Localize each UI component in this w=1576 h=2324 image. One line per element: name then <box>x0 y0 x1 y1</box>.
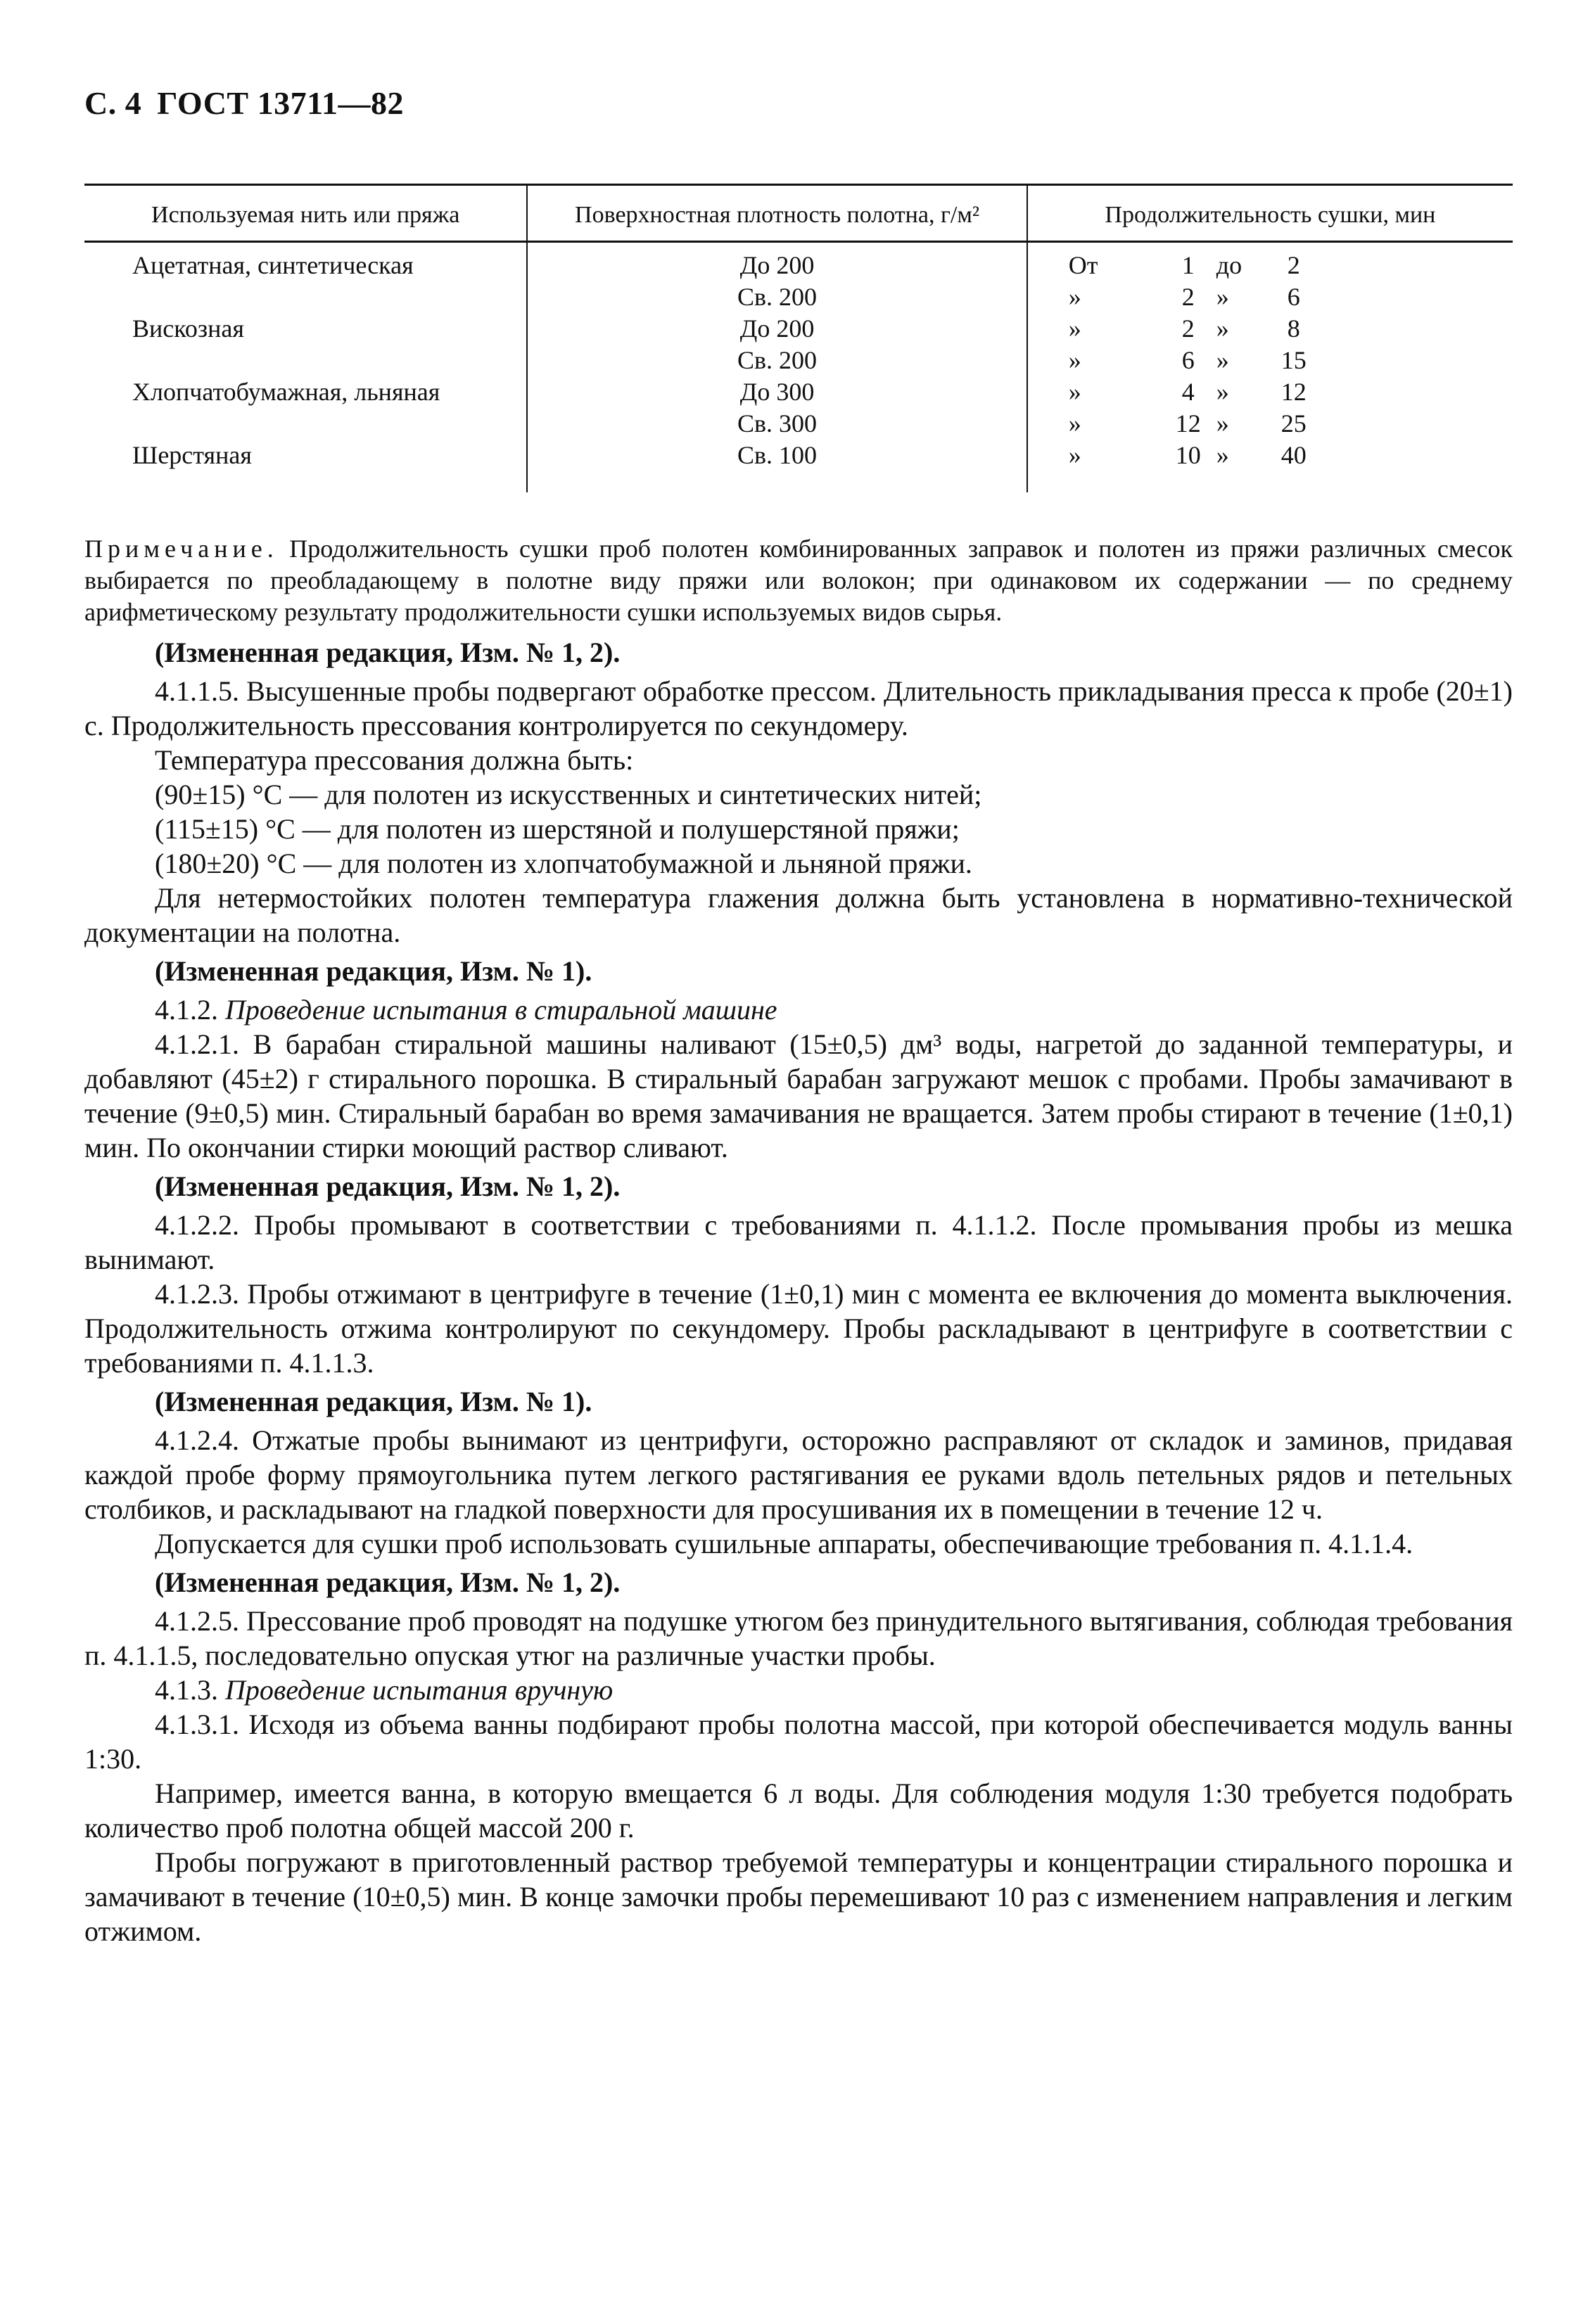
duration-prefix: » <box>1068 441 1081 469</box>
page-header <box>84 84 1513 122</box>
document-body <box>84 635 1513 1948</box>
density-value: До 200 <box>739 251 815 279</box>
yarn-column <box>84 242 527 493</box>
duration-prefix: » <box>1068 346 1081 374</box>
note-text: Продолжительность сушки проб полотен комбинированных заправок и полотен из пряжи различных смесок выбирается по преобладающему в полотне виду пряжи или волокон; при одинаковом их содержании — по среднему арифметическому результату продолжительности сушки используемых видов сырья. <box>84 535 1513 626</box>
duration-separator: » <box>1216 346 1229 374</box>
duration-prefix: » <box>1068 409 1081 438</box>
duration-column <box>1027 242 1513 493</box>
section-number: 4.1.2. <box>155 994 218 1026</box>
paragraph: Пробы погружают в приготовленный раствор требуемой температуры и концентрации стирального порошка и замачивают в течение (10±0,5) мин. В конце замочки пробы перемешивают 10 раз с изменением направления и легким отжимом. <box>84 1846 1513 1947</box>
duration-max: 40 <box>1280 441 1307 469</box>
section-title: Проведение испытания вручную <box>225 1674 614 1706</box>
paragraph: (90±15) °С — для полотен из искусственных и синтетических нитей; <box>155 779 982 810</box>
paragraph: Например, имеется ванна, в которую вмещается 6 л воды. Для соблюдения модуля 1:30 требуется подобрать количество проб полотна общей массой 200 г. <box>84 1777 1513 1844</box>
section-heading <box>84 1673 1513 1707</box>
yarn-type: Ацетатная, синтетическая <box>132 251 414 279</box>
header-density: Поверхностная плотность полотна, г/м² <box>527 185 1027 242</box>
duration-separator: до <box>1216 251 1243 279</box>
paragraph: (180±20) °С — для полотен из хлопчатобумажной и льняной пряжи. <box>155 848 972 879</box>
duration-max: 2 <box>1287 251 1300 279</box>
paragraph: 4.1.3.1. Исходя из объема ванны подбирают пробы полотна массой, при которой обеспечивается модуль ванны 1:30. <box>84 1709 1513 1775</box>
section-heading <box>84 992 1513 1027</box>
paragraph: 4.1.2.4. Отжатые пробы вынимают из центрифуги, осторожно расправляют от складок и заминов, придавая каждой пробе форму прямоугольника путем легкого растягивания ее руками вдоль петельных рядов и петельных столбиков, и раскладывают на гладкой поверхности для просушивания их в помещении в течение 12 ч. <box>84 1424 1513 1525</box>
table-body-row <box>84 242 1513 493</box>
page-number: С. 4 <box>84 85 142 121</box>
amendment-note: (Измененная редакция, Изм. № 1, 2). <box>155 1170 621 1202</box>
paragraph: 4.1.2.2. Пробы промывают в соответствии с требованиями п. 4.1.1.2. После промывания пробы из мешка вынимают. <box>84 1209 1513 1275</box>
paragraph: Температура прессования должна быть: <box>155 744 634 776</box>
paragraph: 4.1.2.5. Прессование проб проводят на подушке утюгом без принудительного вытягивания, соблюдая требования п. 4.1.1.5, последовательно опуская утюг на различные участки пробы. <box>84 1605 1513 1671</box>
paragraph: (115±15) °С — для полотен из шерстяной и полушерстяной пряжи; <box>155 813 960 845</box>
duration-separator: » <box>1216 378 1229 406</box>
duration-row <box>1034 345 1507 376</box>
duration-max: 12 <box>1280 378 1307 406</box>
duration-separator: » <box>1216 441 1229 469</box>
density-value: До 300 <box>739 378 815 406</box>
note-label: Примечание. <box>84 535 279 563</box>
density-value: Св. 300 <box>737 409 818 438</box>
duration-min: 1 <box>1181 251 1195 279</box>
table-note <box>84 533 1513 628</box>
drying-time-table <box>84 184 1513 492</box>
yarn-type: Шерстяная <box>132 441 252 469</box>
duration-separator: » <box>1216 409 1229 438</box>
table-header-row <box>84 185 1513 242</box>
duration-prefix: » <box>1068 314 1081 343</box>
section-number: 4.1.3. <box>155 1674 218 1706</box>
duration-row <box>1034 250 1507 281</box>
header-duration: Продолжительность сушки, мин <box>1027 185 1513 242</box>
density-value: Св. 100 <box>737 441 818 469</box>
duration-min: 10 <box>1175 441 1201 469</box>
paragraph: 4.1.2.1. В барабан стиральной машины наливают (15±0,5) дм³ воды, нагретой до заданной температуры, и добавляют (45±2) г стирального порошка. В стиральный барабан загружают мешок с пробами. Пробы замачивают в течение (9±0,5) мин. Стиральный барабан во время замачивания не вращается. Затем пробы стирают в течение (1±0,1) мин. По окончании стирки моющий раствор сливают. <box>84 1028 1513 1163</box>
yarn-type: Хлопчатобумажная, льняная <box>132 378 440 406</box>
paragraph: Для нетермостойких полотен температура глажения должна быть установлена в нормативно-технической документации на полотна. <box>84 882 1513 948</box>
section-title: Проведение испытания в стиральной машине <box>225 994 777 1026</box>
density-column <box>527 242 1027 493</box>
duration-max: 6 <box>1287 283 1300 311</box>
duration-row <box>1034 440 1507 471</box>
paragraph: 4.1.1.5. Высушенные пробы подвергают обработке прессом. Длительность прикладывания пресса к пробе (20±1) с. Продолжительность прессования контролируется по секундомеру. <box>84 675 1513 741</box>
duration-prefix: » <box>1068 283 1081 311</box>
density-value: Св. 200 <box>737 283 818 311</box>
amendment-note: (Измененная редакция, Изм. № 1, 2). <box>155 637 621 668</box>
paragraph: 4.1.2.3. Пробы отжимают в центрифуге в течение (1±0,1) мин с момента ее включения до момента выключения. Продолжительность отжима контролируют по секундомеру. Пробы раскладывают в центрифуге в соответствии с требованиями п. 4.1.1.3. <box>84 1278 1513 1379</box>
duration-min: 2 <box>1181 283 1195 311</box>
duration-separator: » <box>1216 283 1229 311</box>
duration-row <box>1034 376 1507 408</box>
duration-row <box>1034 281 1507 313</box>
duration-row <box>1034 408 1507 440</box>
amendment-note: (Измененная редакция, Изм. № 1). <box>155 1386 592 1417</box>
paragraph: Допускается для сушки проб использовать сушильные аппараты, обеспечивающие требования п. 4.1.1.4. <box>155 1528 1413 1559</box>
density-value: Св. 200 <box>737 346 818 374</box>
amendment-note: (Измененная редакция, Изм. № 1, 2). <box>155 1566 621 1598</box>
duration-max: 25 <box>1280 409 1307 438</box>
duration-min: 2 <box>1181 314 1195 343</box>
duration-row <box>1034 313 1507 345</box>
duration-max: 15 <box>1280 346 1307 374</box>
header-yarn: Используемая нить или пряжа <box>151 202 460 228</box>
duration-min: 12 <box>1175 409 1201 438</box>
duration-max: 8 <box>1287 314 1300 343</box>
duration-prefix: » <box>1068 378 1081 406</box>
duration-separator: » <box>1216 314 1229 343</box>
duration-min: 6 <box>1181 346 1195 374</box>
density-value: До 200 <box>739 314 815 343</box>
duration-min: 4 <box>1181 378 1195 406</box>
standard-number: ГОСТ 13711—82 <box>157 85 405 121</box>
yarn-type: Вискозная <box>132 314 244 343</box>
duration-prefix: От <box>1068 251 1098 279</box>
amendment-note: (Измененная редакция, Изм. № 1). <box>155 955 592 987</box>
